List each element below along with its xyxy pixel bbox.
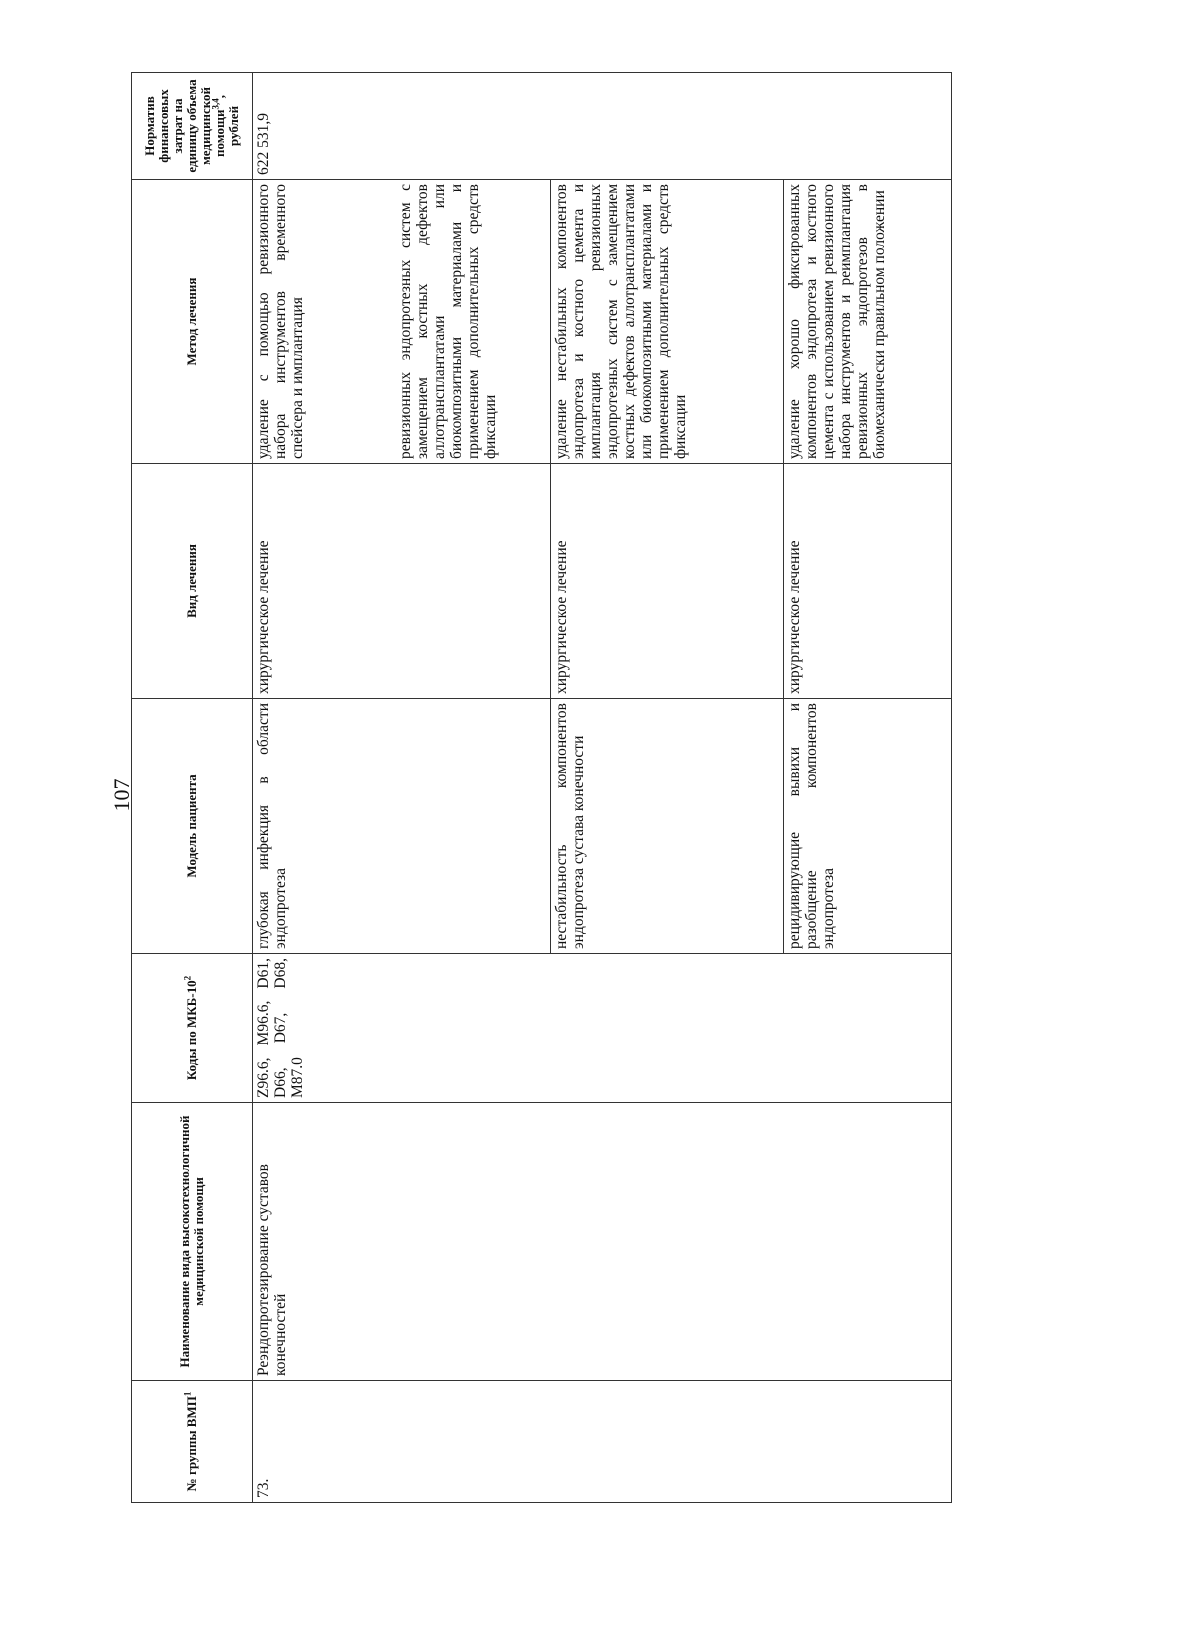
vmp-table — [131, 72, 952, 1503]
header-group-no: № группы ВМП$^1$ — [132, 1381, 253, 1503]
cell-treatment-type: хирургическое лечение — [253, 464, 551, 699]
page-number: 107 — [109, 778, 134, 812]
cell-treatment-method: удаление хорошо фиксированных компонентов эндопротеза и костного цемента с использованием ревизионного набора инструментов и реимплантация ревизионных эндопротезов в биомеханически правильном положении — [784, 180, 952, 464]
cell-treatment-type: хирургическое лечение — [551, 464, 784, 699]
cell-treatment-method-continued: ревизионных эндопротезных систем с замещением костных дефектов аллотрансплантатами или биокомпозитными материалами и применением дополнительных средств фиксации — [395, 180, 551, 464]
cell-mkb-codes: Z96.6, M96.6, D61, D66, D67, D68, M87.0 — [253, 954, 952, 1103]
rotated-table-container — [131, 73, 946, 1503]
cell-cost-standard: 622 531,9 — [253, 73, 952, 180]
cell-patient-model: нестабильность компонентов эндопротеза сустава конечности — [551, 699, 784, 954]
cell-treatment-type: хирургическое лечение — [784, 464, 952, 699]
header-patient-model: Модель пациента — [132, 699, 253, 954]
header-treatment-type: Вид лечения — [132, 464, 253, 699]
cell-patient-model: рецидивирующие вывихи и разобщение компонентов эндопротеза — [784, 699, 952, 954]
cell-vmp-name: Реэндопротезирование суставов конечностей — [253, 1103, 952, 1381]
header-treatment-method: Метод лечения — [132, 180, 253, 464]
header-mkb-codes: Коды по МКБ-$10^2$ — [132, 954, 253, 1103]
header-vmp-name: Наименование вида высокотехнологичной медицинской помощи — [132, 1103, 253, 1381]
cell-patient-model: глубокая инфекция в области эндопротеза — [253, 699, 551, 954]
cell-treatment-method: удаление нестабильных компонентов эндопротеза и костного цемента и имплантация ревизионных эндопротезных систем с замещением костных дефектов аллотрансплантатами или биокомпозитными материалами и применением дополнительных средств фиксации — [551, 180, 784, 464]
table-row — [253, 73, 395, 1503]
cell-group-no: 73. — [253, 1381, 952, 1503]
header-cost-standard: Норматив финансовых затрат на единицу объема медицинской помощи$^{3,4}$, рублей — [132, 73, 253, 180]
cell-treatment-method: удаление с помощью ревизионного набора инструментов временного спейсера и имплантация — [253, 180, 395, 464]
header-row — [132, 73, 253, 1503]
